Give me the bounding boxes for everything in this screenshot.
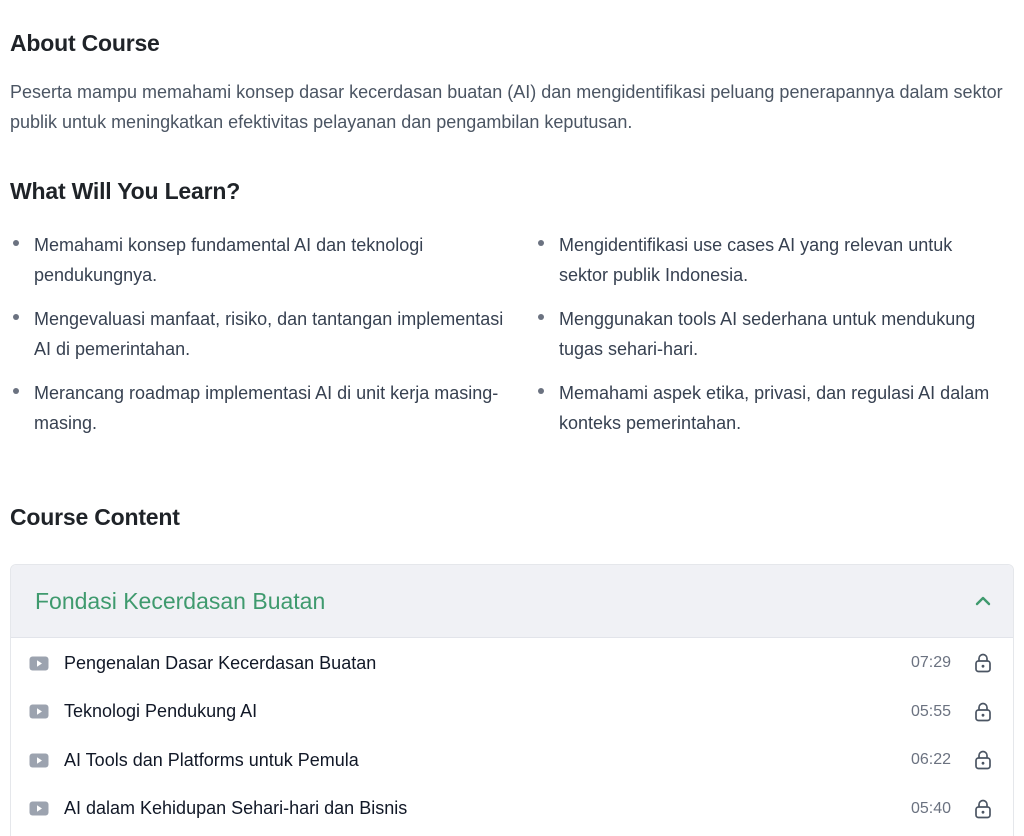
learning-outcomes-list <box>10 230 1014 438</box>
learning-outcome <box>10 304 535 364</box>
bullet-icon <box>10 378 34 408</box>
topic-accordion-header[interactable] <box>11 565 1013 638</box>
lock-icon <box>973 749 993 771</box>
learning-outcome-text: Merancang roadmap implementasi AI di unit kerja masing-masing. <box>34 383 499 433</box>
lock-icon <box>973 652 993 674</box>
lesson-list <box>11 638 1013 833</box>
what-will-you-learn-heading: What Will You Learn? <box>10 178 241 204</box>
learning-outcome-text: Memahami aspek etika, privasi, dan regulasi AI dalam konteks pemerintahan. <box>559 383 990 433</box>
lesson-title: Pengenalan Dasar Kecerdasan Buatan <box>64 652 377 673</box>
learning-outcome <box>535 304 1014 364</box>
learning-outcome-text: Memahami konsep fundamental AI dan teknologi pendukungnya. <box>34 235 424 285</box>
lock-icon <box>973 798 993 820</box>
lesson-item[interactable] <box>11 736 1013 785</box>
learning-outcome-text: Mengidentifikasi use cases AI yang relevan untuk sektor publik Indonesia. <box>559 235 953 285</box>
learning-outcome <box>535 230 1014 290</box>
lesson-title: AI dalam Kehidupan Sehari-hari dan Bisnis <box>64 798 408 819</box>
chevron-up-icon[interactable] <box>973 591 993 611</box>
lesson-duration: 05:40 <box>910 799 951 817</box>
bullet-icon <box>10 304 34 334</box>
lesson-item[interactable] <box>11 688 1013 737</box>
topic-title: Fondasi Kecerdasan Buatan <box>35 587 326 614</box>
course-content-heading: Course Content <box>10 504 180 530</box>
about-course-description: Peserta mampu memahami konsep dasar kecerdasan buatan (AI) dan mengidentifikasi peluang penerapannya dalam sektor publik untuk meningkatkan efektivitas pelayanan dan pengambilan keputusan. <box>10 82 1003 132</box>
play-video-icon <box>29 704 49 720</box>
bullet-icon <box>535 304 559 334</box>
play-video-icon <box>29 801 49 817</box>
play-video-icon <box>29 655 49 671</box>
play-video-icon <box>29 752 49 768</box>
about-course-heading: About Course <box>10 30 160 56</box>
lesson-item[interactable] <box>11 785 1013 834</box>
topic-accordion <box>10 564 1014 836</box>
lesson-title: Teknologi Pendukung AI <box>64 701 258 722</box>
lesson-duration: 06:22 <box>910 751 951 769</box>
learning-outcome <box>10 230 535 290</box>
lock-icon <box>973 701 993 723</box>
lesson-duration: 07:29 <box>910 654 951 672</box>
learning-outcome <box>535 378 1014 438</box>
learning-outcome-text: Mengevaluasi manfaat, risiko, dan tantangan implementasi AI di pemerintahan. <box>34 309 504 359</box>
bullet-icon <box>535 230 559 260</box>
learning-outcome-text: Menggunakan tools AI sederhana untuk mendukung tugas sehari-hari. <box>559 309 976 359</box>
lesson-item[interactable] <box>11 639 1013 688</box>
bullet-icon <box>535 378 559 408</box>
bullet-icon <box>10 230 34 260</box>
lesson-duration: 05:55 <box>910 702 951 720</box>
lesson-title: AI Tools dan Platforms untuk Pemula <box>64 749 359 770</box>
learning-outcome <box>10 378 535 438</box>
